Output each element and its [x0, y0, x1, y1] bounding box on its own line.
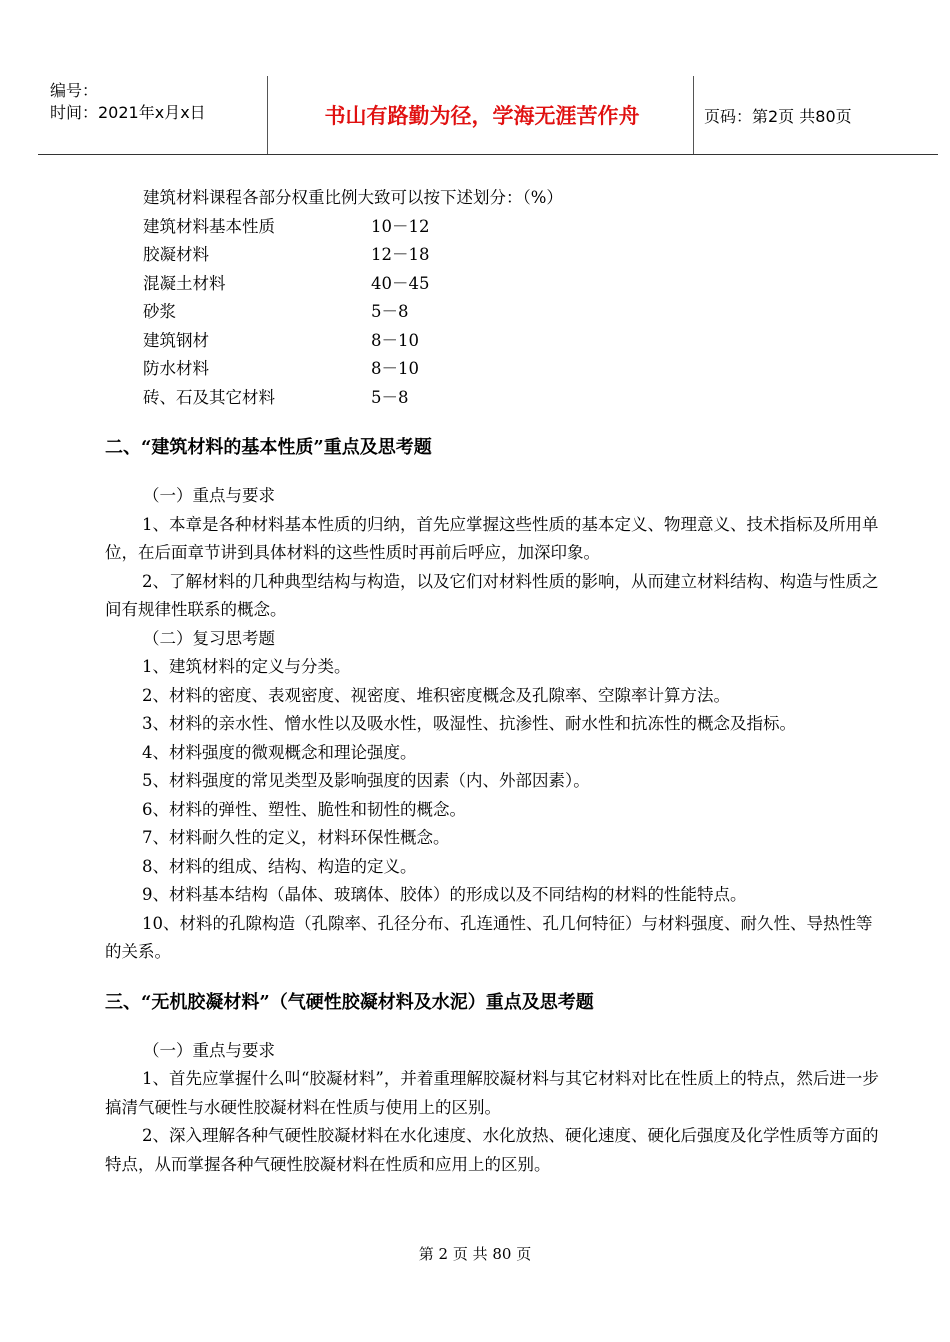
weight-row — [143, 213, 885, 242]
weight-name: 胶凝材料 — [143, 245, 209, 264]
section-2-req: 2、了解材料的几种典型结构与构造，以及它们对材料性质的影响，从而建立材料结构、构造与性质之间有规律性联系的概念。 — [105, 571, 879, 619]
question: 3、材料的亲水性、憎水性以及吸水性，吸湿性、抗渗性、耐水性和抗冻性的概念及指标。 — [142, 714, 796, 733]
weight-name: 砖、石及其它材料 — [143, 387, 275, 407]
header-meta — [50, 80, 206, 124]
question: 10、材料的孔隙构造（孔隙率、孔径分布、孔连通性、孔几何特征）与材料强度、耐久性、导热性等的关系。 — [105, 913, 873, 961]
date-label: 时间：2021年x月x日 — [50, 103, 206, 122]
weight-row — [143, 327, 885, 356]
weight-row — [143, 298, 885, 327]
weight-row — [143, 241, 885, 270]
header-divider — [267, 76, 268, 154]
section-3-title: 三、“无机胶凝材料”（气硬性胶凝材料及水泥）重点及思考题 — [105, 991, 594, 1013]
weight-value: 10－12 — [371, 216, 430, 236]
question: 6、材料的弹性、塑性、脆性和韧性的概念。 — [142, 799, 466, 819]
weight-name: 砂浆 — [143, 302, 176, 321]
weight-row — [143, 384, 885, 413]
weight-name: 防水材料 — [143, 359, 209, 378]
section-2-req: 1、本章是各种材料基本性质的归纳，首先应掌握这些性质的基本定义、物理意义、技术指标及所用单位，在后面章节讲到具体材料的这些性质时再前后呼应，加深印象。 — [105, 514, 879, 562]
header-page-info: 页码：第2页 共80页 — [704, 107, 852, 126]
question: 9、材料基本结构（晶体、玻璃体、胶体）的形成以及不同结构的材料的性能特点。 — [142, 885, 747, 904]
question: 5、材料强度的常见类型及影响强度的因素（内、外部因素）。 — [142, 771, 590, 790]
weights-table — [105, 213, 885, 413]
weight-row — [143, 270, 885, 299]
weight-name: 混凝土材料 — [143, 273, 226, 293]
question: 2、材料的密度、表观密度、视密度、堆积密度概念及孔隙率、空隙率计算方法。 — [142, 685, 730, 705]
section-3-req: 2、深入理解各种气硬性胶凝材料在水化速度、水化放热、硬化速度、硬化后强度及化学性质等方面的特点，从而掌握各种气硬性胶凝材料在性质和应用上的区别。 — [105, 1126, 879, 1174]
number-label: 编号： — [50, 81, 99, 100]
weight-value: 5－8 — [371, 387, 409, 407]
question: 1、建筑材料的定义与分类。 — [142, 657, 351, 676]
weight-value: 12－18 — [371, 245, 430, 264]
section-2-sub1: （一）重点与要求 — [143, 486, 275, 505]
header-motto: 书山有路勤为径，学海无涯苦作舟 — [324, 104, 640, 128]
section-2-title: 二、“建筑材料的基本性质”重点及思考题 — [105, 437, 432, 458]
header-divider — [693, 76, 694, 154]
weights-intro: 建筑材料课程各部分权重比例大致可以按下述划分：（%） — [143, 188, 563, 207]
weight-name: 建筑材料基本性质 — [143, 216, 275, 236]
section-2-sub2: （二）复习思考题 — [143, 628, 275, 648]
weight-name: 建筑钢材 — [143, 330, 209, 350]
weight-row — [143, 355, 885, 384]
section-3-req: 1、首先应掌握什么叫“胶凝材料”，并着重理解胶凝材料与其它材料对比在性质上的特点，然后进一步搞清气硬性与水硬性胶凝材料在性质与使用上的区别。 — [105, 1069, 879, 1117]
weight-value: 40－45 — [371, 273, 430, 293]
weight-value: 5－8 — [371, 302, 409, 321]
question: 4、材料强度的微观概念和理论强度。 — [142, 742, 417, 762]
document-body — [105, 184, 885, 1179]
weight-value: 8－10 — [371, 330, 419, 350]
weight-value: 8－10 — [371, 359, 419, 378]
header-rule — [38, 154, 938, 155]
question: 8、材料的组成、结构、构造的定义。 — [142, 856, 417, 876]
page-header — [38, 76, 938, 156]
page-footer: 第 2 页 共 80 页 — [418, 1245, 532, 1263]
section-3-sub1: （一）重点与要求 — [143, 1040, 275, 1060]
question: 7、材料耐久性的定义，材料环保性概念。 — [142, 828, 450, 847]
